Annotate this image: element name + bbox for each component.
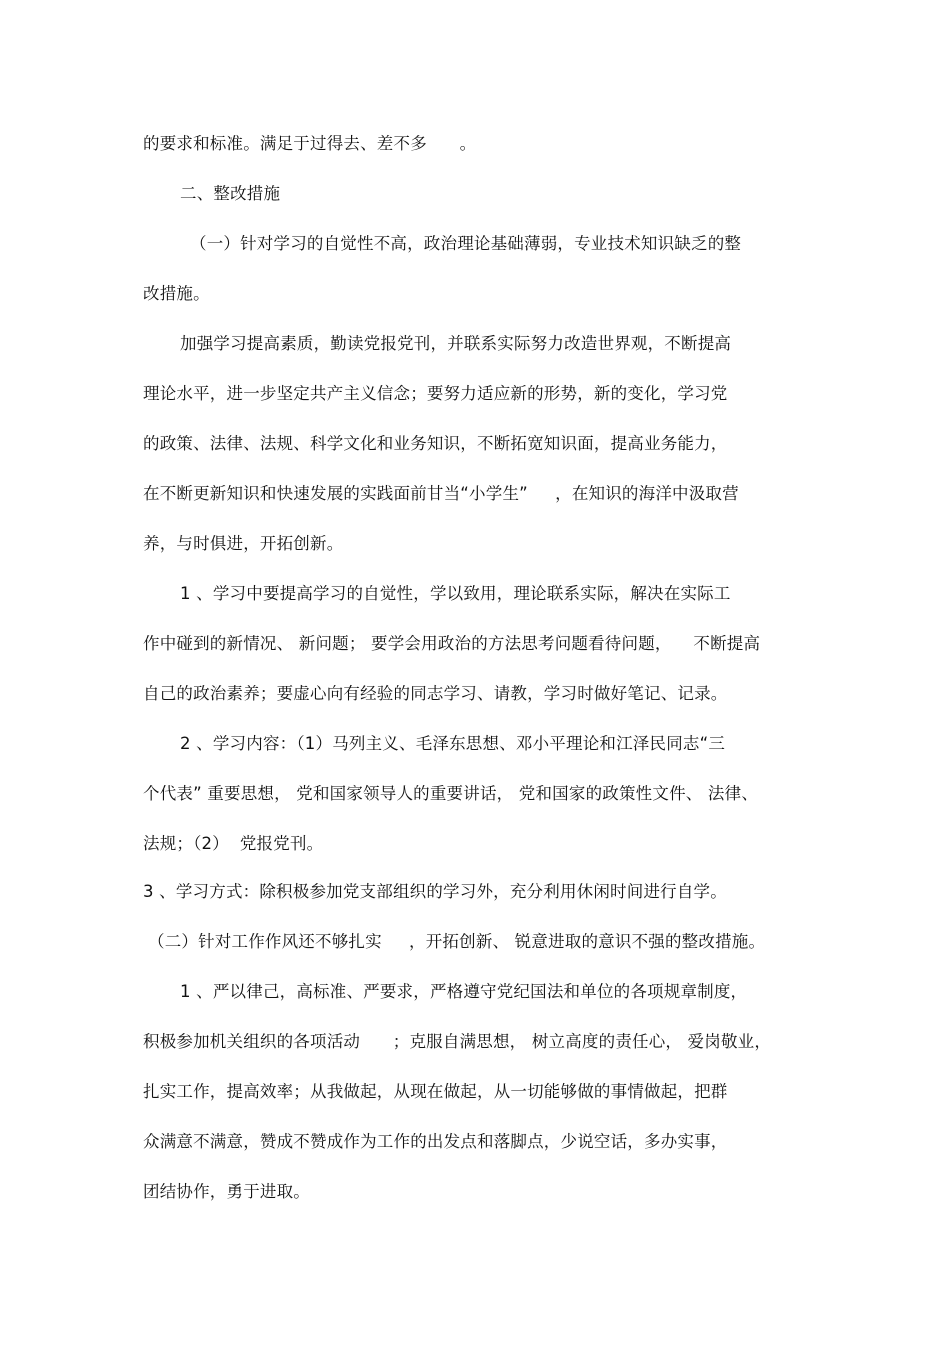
text-line: 的政策、法律、法规、科学文化和业务知识，不断拓宽知识面，提高业务能力， (143, 434, 728, 453)
text-line: 作中碰到的新情况、 新问题； 要学会用政治的方法思考问题看待问题， 不断提高 (143, 634, 761, 653)
text-line: 自己的政治素养；要虚心向有经验的同志学习、请教，学习时做好笔记、记录。 (143, 684, 728, 703)
list-item: 3 、学习方式：除积极参加党支部组织的学习外，充分利用休闲时间进行自学。 (143, 882, 727, 901)
text-line: 的要求和标准。满足于过得去、差不多 。 (143, 134, 477, 153)
subsection-heading: （一）针对学习的自觉性不高，政治理论基础薄弱，专业技术知识缺乏的整 (190, 234, 742, 253)
text-line: 法规；（2） 党报党刊。 (143, 834, 324, 853)
text-line: 在不断更新知识和快速发展的实践面前甘当“小学生” ，在知识的海洋中汲取营 (143, 484, 739, 503)
text-line: 积极参加机关组织的各项活动 ；克服自满思想， 树立高度的责任心， 爱岗敬业， (143, 1032, 772, 1051)
list-item: 2 、学习内容：（1）马列主义、毛泽东思想、邓小平理论和江泽民同志“三 (180, 734, 726, 753)
text-line: 众满意不满意，赞成不赞成作为工作的出发点和落脚点，少说空话，多办实事， (143, 1132, 728, 1151)
section-heading: 二、整改措施 (180, 184, 281, 203)
text-line: 加强学习提高素质，勤读党报党刊，并联系实际努力改造世界观，不断提高 (180, 334, 732, 353)
text-line: 理论水平，进一步坚定共产主义信念；要努力适应新的形势，新的变化，学习党 (143, 384, 728, 403)
text-line: 养，与时俱进，开拓创新。 (143, 534, 344, 553)
subsection-heading: （二）针对工作作风还不够扎实 ，开拓创新、 锐意进取的意识不强的整改措施。 (148, 932, 766, 951)
list-item: 1 、学习中要提高学习的自觉性，学以致用，理论联系实际，解决在实际工 (180, 584, 731, 603)
text-line: 改措施。 (143, 284, 210, 303)
list-item: 1 、严以律己，高标准、严要求，严格遵守党纪国法和单位的各项规章制度， (180, 982, 748, 1001)
text-line: 团结协作，勇于进取。 (143, 1182, 310, 1201)
text-line: 扎实工作，提高效率；从我做起，从现在做起，从一切能够做的事情做起，把群 (143, 1082, 728, 1101)
text-line: 个代表” 重要思想， 党和国家领导人的重要讲话， 党和国家的政策性文件、 法律、 (143, 784, 759, 803)
